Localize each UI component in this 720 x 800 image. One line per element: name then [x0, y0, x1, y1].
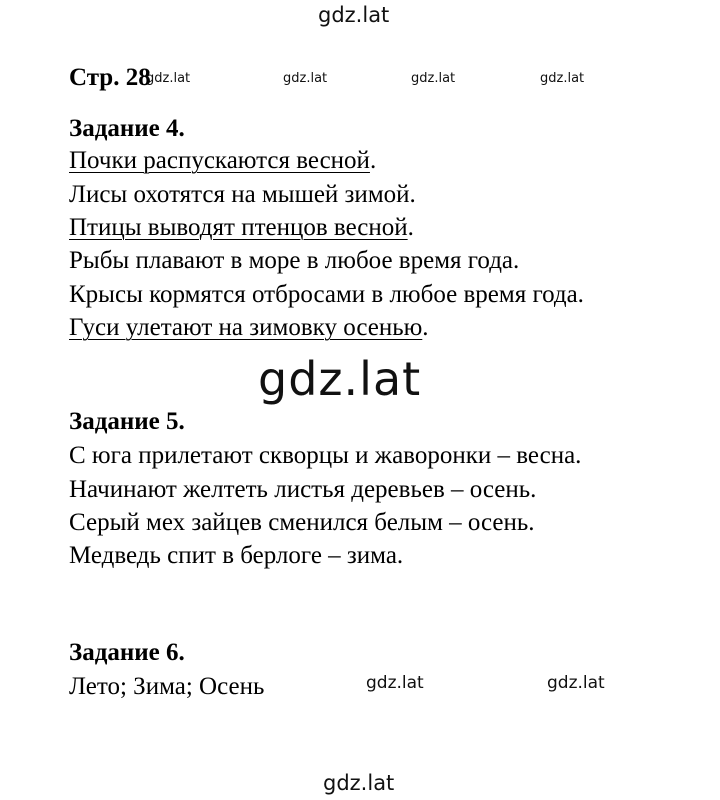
- task4-line-3-punct: .: [407, 214, 414, 241]
- task4-heading: Задание 4.: [69, 115, 185, 142]
- task4-line-4-text: Рыбы плавают в море в любое время года: [69, 247, 514, 274]
- task4-line-5-text: Крысы кормятся отбросами в любое время года: [69, 281, 578, 308]
- task4-line-1-punct: .: [369, 147, 377, 174]
- watermark-center: gdz.lat: [258, 352, 422, 406]
- task4-line-6-punct: .: [422, 314, 429, 341]
- task6-heading: Задание 6.: [69, 639, 185, 666]
- task4-line-5-punct: .: [577, 281, 584, 308]
- watermark-header-4: gdz.lat: [540, 71, 585, 86]
- task4-line-1: [69, 146, 376, 176]
- task4-line-3-text: Птицы выводят птенцов весной: [69, 214, 408, 241]
- task4-line-4-punct: .: [513, 247, 520, 274]
- task5-line-4: Медведь спит в берлоге – зима.: [69, 542, 404, 569]
- task4-line-6: [69, 313, 429, 343]
- watermark-header-3: gdz.lat: [411, 71, 456, 86]
- task4-line-2-punct: .: [409, 181, 416, 208]
- task4-line-6-text: Гуси улетают на зимовку осенью: [69, 314, 423, 341]
- task5-line-2: Начинают желтеть листья деревьев – осень.: [69, 476, 537, 503]
- watermark-answer-2: gdz.lat: [547, 673, 605, 693]
- task4-line-1-text: Почки распускаются весной: [69, 147, 370, 174]
- watermark-header-1: gdz.lat: [146, 71, 191, 86]
- task5-line-1: С юга прилетают скворцы и жаворонки – весна.: [69, 442, 582, 469]
- watermark-header-2: gdz.lat: [283, 71, 328, 86]
- watermark-top: gdz.lat: [318, 3, 390, 27]
- task4-line-2-text: Лисы охотятся на мышей зимой: [69, 181, 410, 208]
- task4-line-3: [69, 213, 414, 243]
- task5-line-3: Серый мех зайцев сменился белым – осень.: [69, 509, 535, 536]
- watermark-bottom: gdz.lat: [323, 771, 395, 795]
- task5-heading: Задание 5.: [69, 408, 185, 435]
- page-reference: Стр. 28: [69, 64, 151, 91]
- task4-line-4: [69, 246, 519, 276]
- task4-line-5: [69, 280, 584, 310]
- watermark-answer-1: gdz.lat: [366, 673, 424, 693]
- task6-answer: Лето; Зима; Осень: [69, 673, 265, 700]
- task4-line-2: [69, 180, 416, 210]
